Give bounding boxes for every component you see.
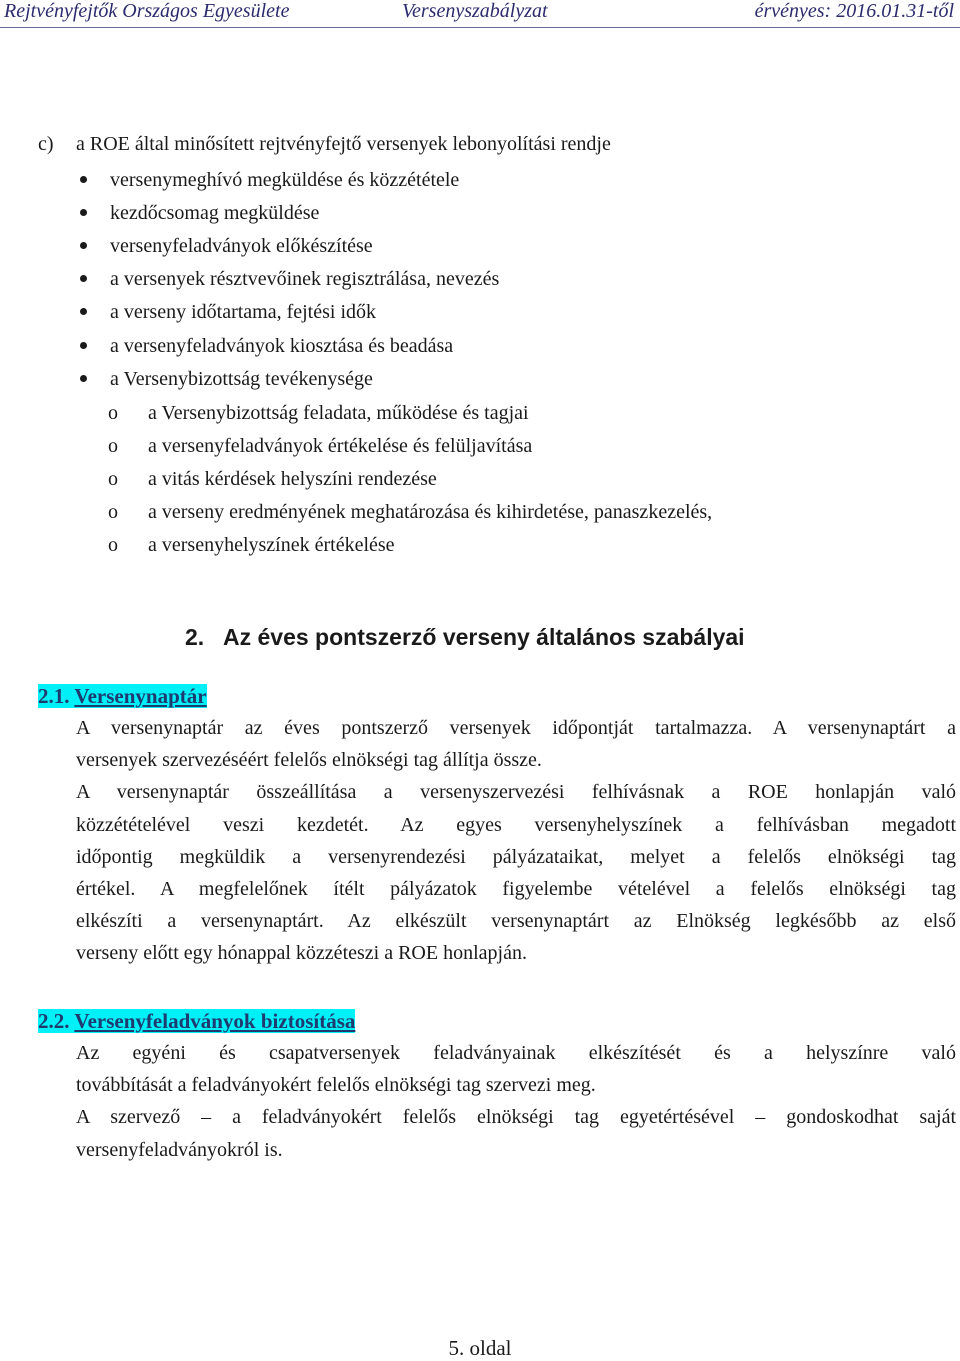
- subsection-number: 2.1.: [38, 684, 70, 708]
- list-item: versenyfeladványok előkészítése: [110, 235, 373, 257]
- page-footer: [0, 1336, 960, 1361]
- sub-list-item: a versenyhelyszínek értékelése: [148, 534, 395, 556]
- paragraph-line: versenyfeladványokról is.: [76, 1138, 283, 1161]
- sub-list-item: a versenyfeladványok értékelése és felüljavítása: [148, 435, 533, 457]
- section-c-label: c): [38, 133, 54, 155]
- list-item: a versenyfeladványok kiosztása és beadása: [110, 335, 454, 357]
- header-validity: érvényes: 2016.01.31-től: [754, 0, 954, 22]
- sub-list-item: a Versenybizottság feladata, működése és tagjai: [148, 402, 529, 424]
- header-organization: Rejtvényfejtők Országos Egyesülete: [4, 0, 290, 22]
- section-c-title: a ROE által minősített rejtvényfejtő versenyek lebonyolítási rendje: [76, 133, 611, 155]
- paragraph-2-1: [76, 712, 956, 970]
- sub-list-marker: o: [108, 468, 118, 490]
- section-heading: [185, 624, 745, 651]
- section-title: Az éves pontszerző verseny általános szabályai: [223, 624, 745, 650]
- list-item: versenymeghívó megküldése és közzététele: [110, 169, 460, 191]
- bullet-dot: [80, 308, 87, 315]
- page-number: 5. oldal: [448, 1336, 512, 1360]
- paragraph-line: időpontig megküldik a versenyrendezési pályázataikat, melyet a felelős elnökségi tag: [76, 845, 956, 868]
- paragraph-line: verseny előtt egy hónappal közzéteszi a ROE honlapján.: [76, 942, 527, 965]
- sub-list-item: a vitás kérdések helyszíni rendezése: [148, 468, 437, 490]
- paragraph-2-2: [76, 1037, 956, 1166]
- paragraph-line: Az egyéni és csapatversenyek feladványainak elkészítését és a helyszínre való: [76, 1042, 956, 1064]
- bullet-dot: [80, 242, 87, 249]
- subsection-heading-2-1: [38, 683, 207, 709]
- section-number: 2.: [185, 624, 205, 650]
- paragraph-line: versenyek szervezéséért felelős elnökségi tag állítja össze.: [76, 749, 542, 772]
- paragraph-line: A versenynaptár az éves pontszerző versenyek időpontját tartalmazza. A versenynaptárt a: [76, 717, 956, 739]
- sub-list-marker: o: [108, 435, 118, 457]
- paragraph-line: továbbítását a feladványokért felelős elnökségi tag szervezi meg.: [76, 1074, 596, 1097]
- page-header: [0, 0, 960, 26]
- paragraph-line: A szervező – a feladványokért felelős elnökségi tag egyetértésével – gondoskodhat saját: [76, 1106, 956, 1129]
- paragraph-line: közzétételével veszi kezdetét. Az egyes versenyhelyszínek a felhívásban megadott: [76, 813, 956, 836]
- sub-list-marker: o: [108, 534, 118, 556]
- bullet-dot: [80, 176, 87, 183]
- bullet-dot: [80, 375, 87, 382]
- list-item: kezdőcsomag megküldése: [110, 202, 320, 224]
- bullet-dot: [80, 342, 87, 349]
- list-item: a versenyek résztvevőinek regisztrálása, nevezés: [110, 268, 500, 290]
- sub-list-item: a verseny eredményének meghatározása és kihirdetése, panaszkezelés,: [148, 501, 713, 523]
- paragraph-line: elkészíti a versenynaptárt. Az elkészült versenynaptárt az Elnökség legkésőbb az első: [76, 910, 956, 933]
- bullet-dot: [80, 275, 87, 282]
- subsection-title: Versenyfeladványok biztosítása: [74, 1009, 356, 1033]
- subsection-heading-2-2: [38, 1008, 355, 1034]
- list-item: a Versenybizottság tevékenysége: [110, 368, 373, 390]
- sub-list-marker: o: [108, 402, 118, 424]
- paragraph-line: A versenynaptár összeállítása a versenyszervezési felhívásnak a ROE honlapján való: [76, 781, 956, 804]
- subsection-number: 2.2.: [38, 1009, 70, 1033]
- subsection-title: Versenynaptár: [74, 684, 207, 708]
- list-item: a verseny időtartama, fejtési idők: [110, 301, 377, 323]
- header-divider: [0, 27, 960, 28]
- header-document-title: Versenyszabályzat: [402, 0, 548, 22]
- bullet-dot: [80, 209, 87, 216]
- paragraph-line: értékel. A megfelelőnek ítélt pályázatok figyelembe vételével a felelős elnökségi tag: [76, 877, 956, 900]
- sub-list-marker: o: [108, 501, 118, 523]
